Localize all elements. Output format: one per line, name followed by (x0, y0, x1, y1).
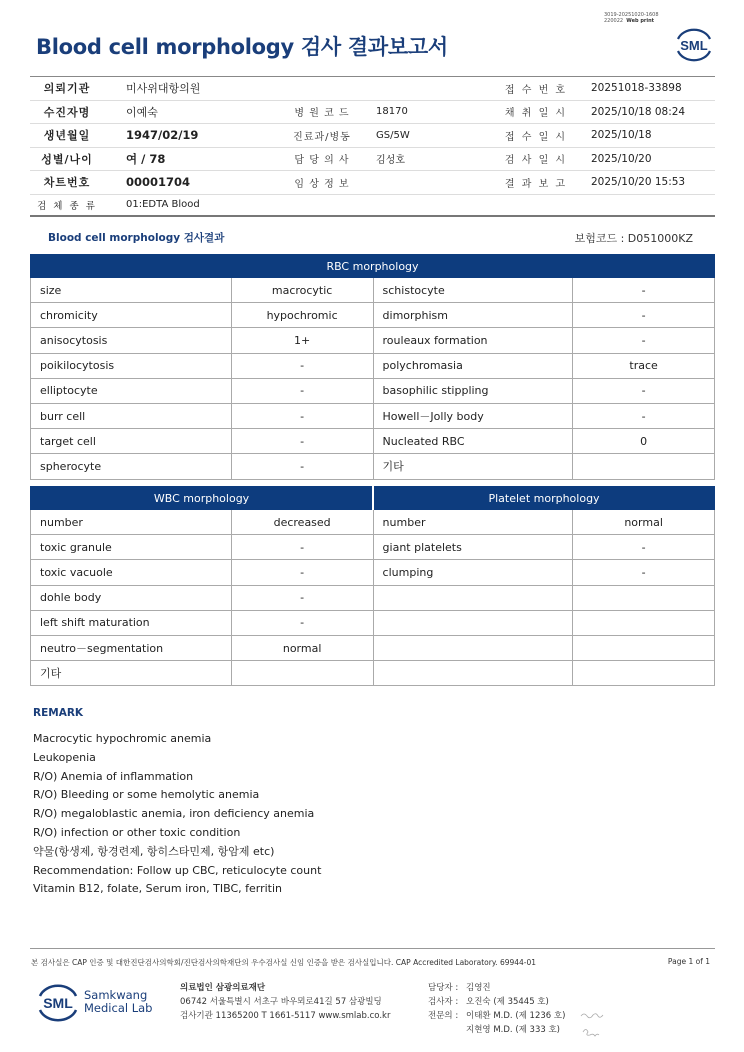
remark-line: Macrocytic hypochromic anemia (33, 732, 212, 745)
remark-line: Recommendation: Follow up CBC, reticulocyte count (33, 863, 322, 877)
table-row (31, 610, 715, 635)
table-row (31, 429, 715, 454)
org-contact: 검사기관 11365200 T 1661-5117 www.smlab.co.kr (180, 1011, 391, 1021)
info-value: 1947/02/19 (126, 128, 199, 143)
section-title: Blood cell morphology 검사결과 (48, 232, 225, 244)
rbc-item: Nucleated RBC (373, 429, 573, 454)
info-label: 수진자명 (43, 105, 91, 119)
table-row (31, 328, 715, 353)
platelet-item: clumping (373, 560, 573, 585)
staff-row (428, 995, 565, 1009)
logo-text-medical-lab: Medical Lab (84, 1001, 153, 1015)
accreditation-note: 본 검사실은 CAP 인증 및 대한진단검사의학회/진단검사의학재단의 우수검사실 신임 인증을 받은 검사실입니다. CAP Accredited Laboratory. 69944-01 (31, 958, 537, 967)
info-value: 2025/10/18 08:24 (591, 105, 686, 118)
rbc-item: spherocyte (31, 454, 232, 479)
platelet-value: - (573, 535, 715, 560)
samkwang-logo (36, 980, 166, 1024)
table-row (31, 661, 715, 686)
logo-text-samkwang: Samkwang (84, 988, 148, 1002)
info-label: 진료과/병동 (293, 131, 351, 143)
rbc-value: - (231, 403, 373, 428)
staff-info (428, 981, 565, 1037)
info-row (30, 77, 715, 101)
rbc-value: 1+ (231, 328, 373, 353)
rbc-item: anisocytosis (31, 328, 232, 353)
signature-image (578, 1008, 608, 1042)
rbc-item: rouleaux formation (373, 328, 573, 353)
page-number: Page 1 of 1 (667, 957, 710, 966)
platelet-item: number (373, 510, 573, 535)
wbc-item: toxic vacuole (31, 560, 232, 585)
rbc-value: - (573, 328, 715, 353)
remark-line: R/O) Bleeding or some hemolytic anemia (33, 788, 260, 802)
report-title: Blood cell morphology 검사 결과보고서 (36, 35, 448, 59)
info-value: 2025/10/20 15:53 (591, 176, 686, 189)
info-label: 접 수 번 호 (504, 84, 568, 96)
print-meta (604, 12, 659, 24)
rbc-item: burr cell (31, 403, 232, 428)
staff-name: 오진숙 (제 35445 호) (466, 997, 549, 1007)
table-row (31, 585, 715, 610)
wbc-value: - (231, 535, 373, 560)
patient-info-table (30, 76, 715, 217)
staff-role: 담당자 : (428, 983, 459, 993)
wbc-value (231, 661, 373, 686)
platelet-value (573, 661, 715, 686)
staff-name: 이태환 M.D. (제 1236 호) (466, 1011, 566, 1021)
organization-info (180, 981, 390, 1023)
wbc-value: - (231, 610, 373, 635)
remark-title: REMARK (33, 707, 84, 719)
rbc-item: 기타 (373, 454, 573, 479)
info-label: 접 수 일 시 (504, 131, 568, 143)
info-label: 성별/나이 (41, 152, 93, 166)
wbc-value: decreased (231, 510, 373, 535)
platelet-item (373, 635, 573, 660)
info-value: 18170 (376, 106, 408, 118)
staff-name: 지현영 M.D. (제 333 호) (466, 1025, 561, 1035)
rbc-value: hypochromic (231, 303, 373, 328)
info-label: 결 과 보 고 (504, 178, 568, 190)
rbc-item: size (31, 278, 232, 303)
staff-row (428, 1009, 565, 1023)
rbc-item: elliptocyte (31, 378, 232, 403)
info-value: 20251018-33898 (591, 82, 682, 95)
svg-text:SML: SML (680, 38, 708, 53)
info-value: 00001704 (126, 175, 191, 190)
print-id: 3019-20251020-1608 (604, 12, 659, 18)
wbc-platelet-table (30, 486, 715, 686)
staff-row (428, 981, 565, 995)
rbc-value: - (573, 278, 715, 303)
info-label: 차트번호 (43, 176, 91, 190)
table-row (31, 454, 715, 479)
rbc-item: dimorphism (373, 303, 573, 328)
rbc-value: macrocytic (231, 278, 373, 303)
wbc-header: WBC morphology (31, 487, 374, 510)
rbc-value: - (231, 454, 373, 479)
remark-line: 약물(항생제, 항경련제, 항히스타민제, 항암제 etc) (33, 844, 275, 858)
info-label: 담 당 의 사 (294, 155, 350, 167)
info-value: 2025/10/20 (591, 152, 652, 165)
info-row (30, 171, 715, 195)
info-label: 의뢰기관 (43, 82, 91, 96)
staff-role: 검사자 : (428, 997, 459, 1007)
org-address: 06742 서울특별시 서초구 바우뫼로41길 57 삼광빌딩 (180, 997, 382, 1007)
wbc-item: dohle body (31, 585, 232, 610)
wbc-value: - (231, 560, 373, 585)
info-label: 임 상 정 보 (294, 178, 350, 190)
remark-body (33, 730, 321, 899)
table-row (31, 510, 715, 535)
wbc-value: - (231, 585, 373, 610)
info-row-specimen (30, 195, 715, 217)
rbc-item: polychromasia (373, 353, 573, 378)
table-row (31, 303, 715, 328)
info-value: 이예숙 (126, 105, 158, 119)
staff-role (428, 1023, 466, 1037)
footer-divider (30, 948, 715, 949)
info-label: 생년월일 (43, 129, 91, 143)
wbc-item: toxic granule (31, 535, 232, 560)
rbc-value: - (231, 378, 373, 403)
wbc-item: left shift maturation (31, 610, 232, 635)
info-value: 김성호 (376, 155, 405, 167)
info-value: GS/5W (376, 129, 410, 141)
table-row (31, 535, 715, 560)
staff-row (428, 1023, 565, 1037)
rbc-value: - (231, 353, 373, 378)
remark-line: R/O) infection or other toxic condition (33, 825, 241, 839)
rbc-item: poikilocytosis (31, 353, 232, 378)
insurance-code: 보험코드 : D051000KZ (574, 232, 693, 245)
info-label: 채 취 일 시 (504, 108, 568, 120)
sml-logo-icon (674, 27, 714, 63)
platelet-item (373, 585, 573, 610)
platelet-header: Platelet morphology (373, 487, 714, 510)
rbc-item: Howell－Jolly body (373, 403, 573, 428)
web-print-label: Web print (626, 18, 655, 24)
table-row (31, 403, 715, 428)
staff-name: 김영진 (466, 983, 491, 993)
rbc-value: - (573, 303, 715, 328)
rbc-value: - (573, 378, 715, 403)
staff-role: 전문의 : (428, 1011, 459, 1021)
print-code: 220022 (604, 18, 624, 24)
wbc-item: neutro－segmentation (31, 635, 232, 660)
table-row (31, 353, 715, 378)
wbc-value: normal (231, 635, 373, 660)
info-value: 미사위대항의원 (126, 82, 201, 96)
remark-line: R/O) Anemia of inflammation (33, 769, 194, 783)
wbc-item: number (31, 510, 232, 535)
rbc-item: target cell (31, 429, 232, 454)
specimen-value: 01:EDTA Blood (126, 199, 200, 210)
remark-line: R/O) megaloblastic anemia, iron deficiency anemia (33, 807, 315, 821)
rbc-value (573, 454, 715, 479)
sml-logo-icon (36, 980, 80, 1024)
remark-line: Vitamin B12, folate, Serum iron, TIBC, ferritin (33, 882, 283, 896)
table-row (31, 278, 715, 303)
rbc-item: schistocyte (373, 278, 573, 303)
info-row (30, 124, 715, 148)
rbc-item: basophilic stippling (373, 378, 573, 403)
platelet-value (573, 585, 715, 610)
platelet-item (373, 661, 573, 686)
rbc-value: - (231, 429, 373, 454)
rbc-item: chromicity (31, 303, 232, 328)
platelet-value: normal (573, 510, 715, 535)
wbc-item: 기타 (31, 661, 232, 686)
platelet-value: - (573, 560, 715, 585)
info-row (30, 148, 715, 172)
rbc-value: 0 (573, 429, 715, 454)
platelet-value (573, 610, 715, 635)
specimen-label: 검 체 종 류 (37, 200, 97, 212)
rbc-table (30, 254, 715, 480)
rbc-value: - (573, 403, 715, 428)
svg-text:SML: SML (43, 995, 73, 1011)
org-name: 의료법인 삼광의료재단 (180, 983, 266, 993)
info-label: 병 원 코 드 (294, 108, 350, 120)
platelet-item (373, 610, 573, 635)
table-row (31, 560, 715, 585)
info-value: 여 / 78 (126, 151, 166, 166)
info-row (30, 101, 715, 125)
remark-line: Leukopenia (33, 750, 96, 764)
platelet-item: giant platelets (373, 535, 573, 560)
rbc-value: trace (573, 353, 715, 378)
platelet-value (573, 635, 715, 660)
info-value: 2025/10/18 (591, 129, 652, 142)
table-row (31, 635, 715, 660)
table-row (31, 378, 715, 403)
rbc-header: RBC morphology (31, 255, 715, 278)
info-label: 검 사 일 시 (504, 155, 568, 167)
